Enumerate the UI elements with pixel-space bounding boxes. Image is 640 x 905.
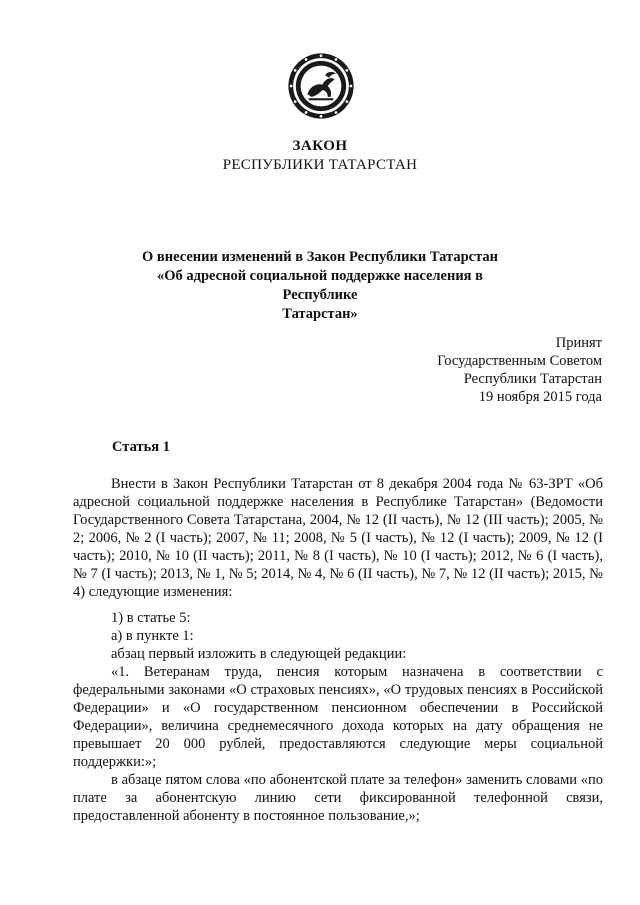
heading-line: Татарстан»: [282, 306, 358, 322]
heading-line: «Об адресной социальной поддержке населения в Республике: [156, 268, 483, 303]
adoption-date: 19 ноября 2015 года: [478, 389, 602, 405]
law-title: ЗАКОН: [292, 138, 348, 154]
intro-paragraph: Внести в Закон Республики Татарстан от 8 декабря 2004 года № 63-ЗРТ «Об адресной социальной поддержке населения в Республике Татарстан» (Ведомости Государственного Совета Татарстана, 2004, № 12 (II часть), № 12 (III часть); 2005, № 2; 2006, № 2 (I часть); 2007, № 11; 2008, № 5 (I часть), № 12 (I часть); 2009, № 12 (I часть); 2010, № 10 (II часть); 2011, № 8 (I часть), № 10 (I часть); 2012, № 6 (I часть), № 7 (I часть); 2013, № 1, № 5; 2014, № 4, № 6 (II часть), № 7, № 12 (II часть); 2015, № 4) следующие изменения:: [73, 476, 603, 600]
list-item: 1) в статье 5:: [111, 610, 191, 626]
list-item: «1. Ветеранам труда, пенсия которым назначена в соответствии с федеральными законами «О страховых пенсиях», «О трудовых пенсиях в Российской Федерации» и «О государственном пенсионном обеспечении в Российской Федерации», величина среднемесячного дохода которых на дату обращения не превышает 20 000 рублей, предоставляются следующие меры социальной поддержки:»;: [73, 664, 603, 770]
heading-line: О внесении изменений в Закон Республики Татарстан: [142, 249, 498, 265]
adoption-line: Государственным Советом: [437, 353, 602, 369]
list-item: в абзаце пятом слова «по абонентской плате за телефон» заменить словами «по плате за абонентскую линию сети фиксированной телефонной связи, предоставленной абоненту в постоянное пользование,»;: [73, 772, 603, 824]
adoption-line: Принят: [555, 335, 602, 351]
law-heading: [120, 248, 520, 324]
tatarstan-emblem-icon: [287, 52, 355, 120]
list-item: абзац первый изложить в следующей редакции:: [111, 646, 407, 662]
article-title: Статья 1: [112, 439, 170, 455]
article-changes: [73, 609, 603, 825]
article-intro: [73, 475, 603, 601]
adoption-line: Республики Татарстан: [463, 371, 602, 387]
list-item: а) в пункте 1:: [111, 628, 194, 644]
adoption-block: [342, 334, 602, 406]
republic-title: РЕСПУБЛИКИ ТАТАРСТАН: [222, 157, 418, 173]
